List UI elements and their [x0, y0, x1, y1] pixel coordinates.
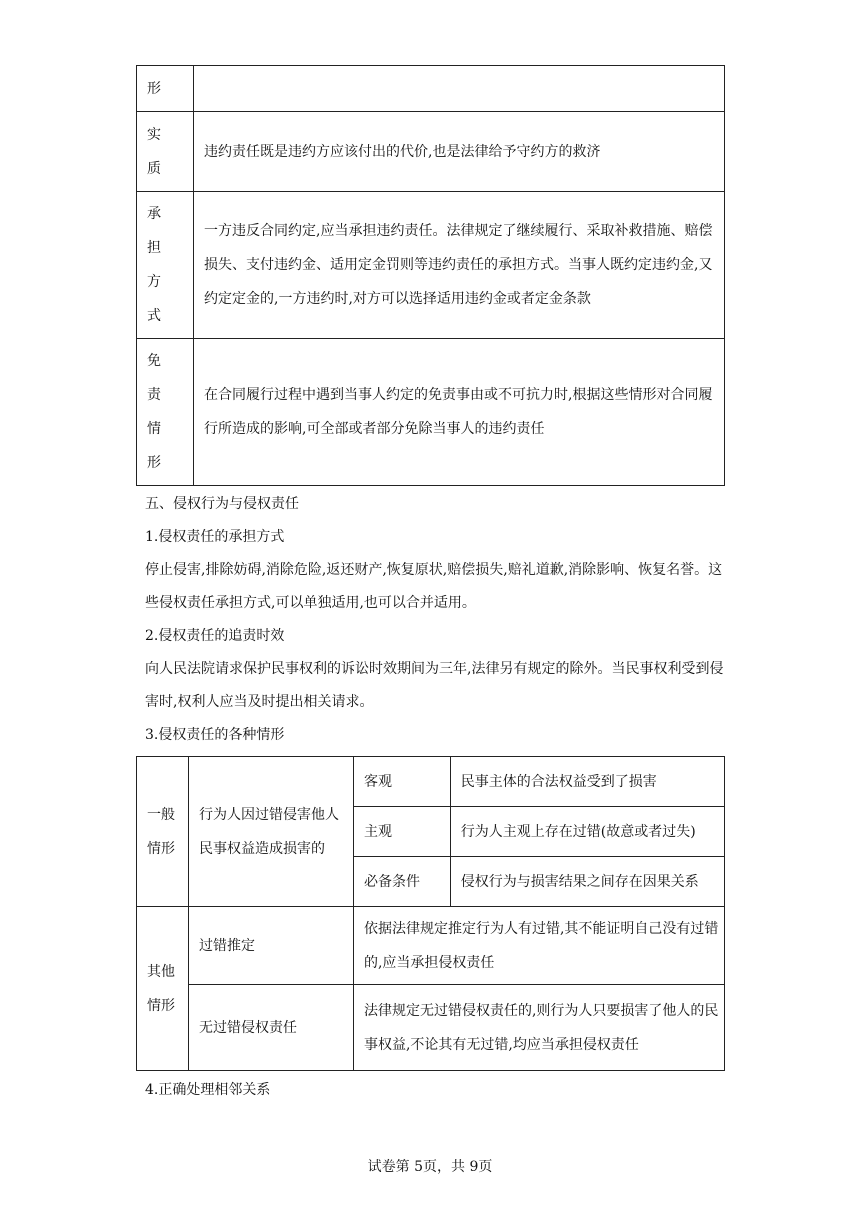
table-row: [137, 907, 725, 985]
general-desc-cell: [188, 757, 353, 907]
row-label: [137, 112, 194, 192]
label-char: 担: [147, 240, 161, 256]
label-char: 形: [147, 455, 161, 471]
other-label: 其他情形: [147, 963, 175, 1014]
other-label-cell: [137, 907, 189, 1071]
label-char: 式: [147, 308, 161, 324]
page-footer: 试卷第 5页，共 9页: [367, 1159, 493, 1175]
value-cell: 依据法律规定推定行为人有过错,其不能证明自己没有过错的,应当承担侵权责任: [353, 907, 724, 985]
paragraph: 向人民法院请求保护民事权利的诉讼时效期间为三年,法律另有规定的除外。当民事权利受到侵害时,权利人应当及时提出相关请求。: [145, 661, 724, 710]
table-row: [137, 339, 725, 486]
value-cell: 法律规定无过错侵权责任的,则行为人只要损害了他人的民事权益,不论其有无过错,均应当承担侵权责任: [353, 985, 724, 1071]
contract-liability-table: [136, 65, 725, 486]
section-heading: 五、侵权行为与侵权责任: [145, 496, 299, 512]
key-cell: 必备条件: [353, 857, 450, 907]
label-char: 承: [147, 206, 161, 222]
row-content: 在合同履行过程中遇到当事人约定的免责事由或不可抗力时,根据这些情形对合同履行所造成的影响,可全部或者部分免除当事人的违约责任: [194, 339, 725, 486]
table-row: [137, 66, 725, 112]
key-cell: 客观: [353, 757, 450, 807]
key-cell: 过错推定: [188, 907, 353, 985]
table-row: [137, 112, 725, 192]
subsection-heading: 4.正确处理相邻关系: [145, 1082, 271, 1098]
general-label-cell: [137, 757, 189, 907]
key-cell: 无过错侵权责任: [188, 985, 353, 1071]
row-content: [194, 66, 725, 112]
row-content: 违约责任既是违约方应该付出的代价,也是法律给予守约方的救济: [194, 112, 725, 192]
value-cell: 行为人主观上存在过错(故意或者过失): [450, 807, 724, 857]
paragraph: 停止侵害,排除妨碍,消除危险,返还财产,恢复原状,赔偿损失,赔礼道歉,消除影响、恢复名誉。这些侵权责任承担方式,可以单独适用,也可以合并适用。: [145, 562, 723, 611]
subsection-heading: 3.侵权责任的各种情形: [145, 727, 285, 743]
label-char: 情: [147, 421, 161, 437]
label-char: 质: [147, 160, 161, 177]
subsection-heading: 1.侵权责任的承担方式: [145, 529, 285, 545]
tort-liability-table: [136, 756, 725, 1071]
subsection-heading: 2.侵权责任的追责时效: [145, 628, 285, 644]
table-row: [137, 192, 725, 339]
row-content: 一方违反合同约定,应当承担违约责任。法律规定了继续履行、采取补救措施、赔偿损失、支付违约金、适用定金罚则等违约责任的承担方式。当事人既约定违约金,又约定定金的,一方违约时,对方可以选择适用违约金或者定金条款: [194, 192, 725, 339]
label-char: 方: [147, 274, 161, 290]
label-char: 实: [147, 126, 161, 143]
value-cell: 民事主体的合法权益受到了损害: [450, 757, 724, 807]
row-label: [137, 66, 194, 112]
label-char: 责: [147, 387, 161, 403]
table-row: [137, 757, 725, 807]
table-row: [137, 985, 725, 1071]
row-label: [137, 192, 194, 339]
label-char: 形: [147, 80, 161, 97]
label-char: 免: [147, 353, 161, 369]
row-label: [137, 339, 194, 486]
key-cell: 主观: [353, 807, 450, 857]
value-cell: 侵权行为与损害结果之间存在因果关系: [450, 857, 724, 907]
general-desc: 行为人因过错侵害他人民事权益造成损害的: [198, 806, 339, 857]
general-label: 一般情形: [147, 806, 175, 857]
